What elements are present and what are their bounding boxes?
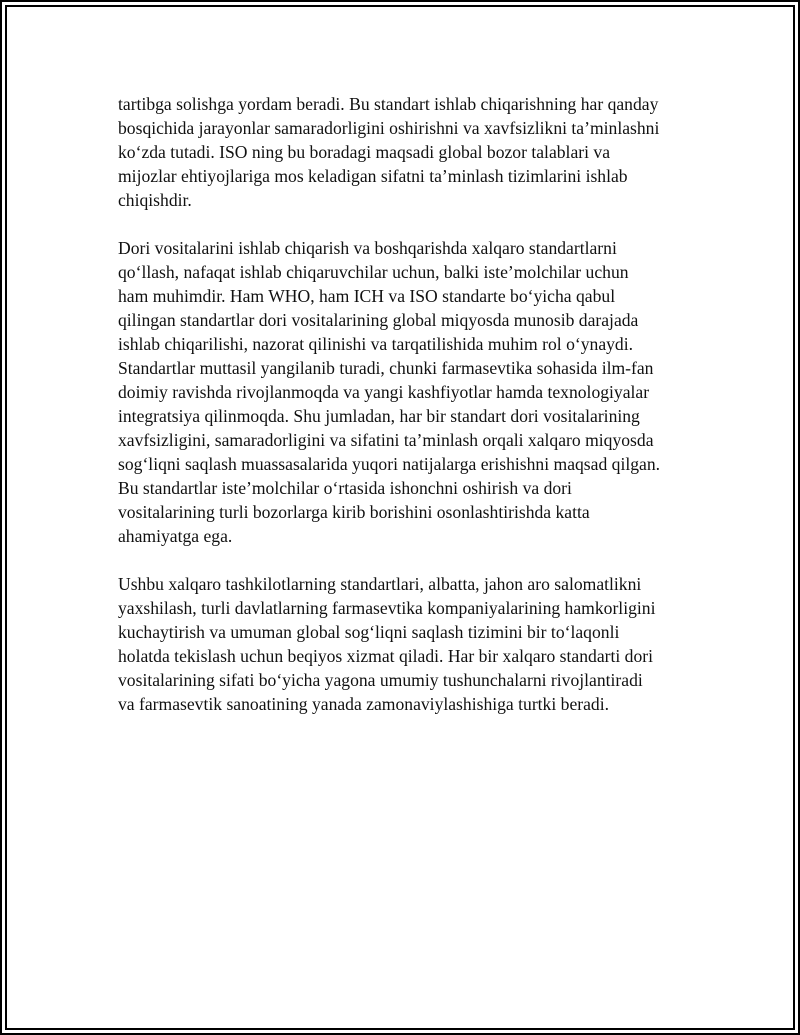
text-line: Ushbu xalqaro tashkilotlarning standartlari, albatta, jahon aro salomatlikni — [118, 574, 642, 594]
text-line: integratsiya qilinmoqda. Shu jumladan, har bir standart dori vositalarining — [118, 406, 640, 426]
text-line: vositalarining turli bozorlarga kirib borishini osonlashtirishda katta — [118, 502, 590, 522]
text-line: holatda tekislash uchun beqiyos xizmat qiladi. Har bir xalqaro standarti dori — [118, 646, 654, 666]
text-line: ahamiyatga ega. — [118, 526, 233, 546]
text-line: kuchaytirish va umuman global sog‘liqni saqlash tizimini bir to‘laqonli — [118, 622, 620, 642]
text-line: Dori vositalarini ishlab chiqarish va boshqarishda xalqaro standartlarni — [118, 238, 617, 258]
text-line: va farmasevtik sanoatining yanada zamonaviylashishiga turtki beradi. — [118, 694, 610, 714]
text-line: chiqishdir. — [118, 190, 192, 210]
text-line: ishlab chiqarilishi, nazorat qilinishi va tarqatilishida muhim rol o‘ynaydi. — [118, 334, 634, 354]
paragraph-2 — [118, 236, 718, 548]
paragraph-1 — [118, 92, 718, 212]
text-line: doimiy ravishda rivojlanmoqda va yangi kashfiyotlar hamda texnologiyalar — [118, 382, 650, 402]
text-line: ham muhimdir. Ham WHO, ham ICH va ISO standarte bo‘yicha qabul — [118, 286, 616, 306]
text-line: bosqichida jarayonlar samaradorligini oshirishni va xavfsizlikni ta’minlashni — [118, 118, 660, 138]
text-line: Standartlar muttasil yangilanib turadi, chunki farmasevtika sohasida ilm-fan — [118, 358, 654, 378]
text-line: yaxshilash, turli davlatlarning farmasevtika kompaniyalarining hamkorligini — [118, 598, 656, 618]
text-line: mijozlar ehtiyojlariga mos keladigan sifatni ta’minlash tizimlarini ishlab — [118, 166, 628, 186]
text-line: ko‘zda tutadi. ISO ning bu boradagi maqsadi global bozor talablari va — [118, 142, 610, 162]
text-line: tartibga solishga yordam beradi. Bu standart ishlab chiqarishning har qanday — [118, 94, 659, 114]
paragraph-3 — [118, 572, 718, 716]
text-line: qilingan standartlar dori vositalarining global miqyosda munosib darajada — [118, 310, 639, 330]
text-line: xavfsizligini, samaradorligini va sifatini ta’minlash orqali xalqaro miqyosda — [118, 430, 654, 450]
text-line: qo‘llash, nafaqat ishlab chiqaruvchilar uchun, balki iste’molchilar uchun — [118, 262, 629, 282]
text-line: vositalarining sifati bo‘yicha yagona umumiy tushunchalarni rivojlantiradi — [118, 670, 643, 690]
document-body — [118, 92, 718, 740]
text-line: Bu standartlar iste’molchilar o‘rtasida ishonchni oshirish va dori — [118, 478, 572, 498]
text-line: sog‘liqni saqlash muassasalarida yuqori natijalarga erishishni maqsad qilgan. — [118, 454, 661, 474]
